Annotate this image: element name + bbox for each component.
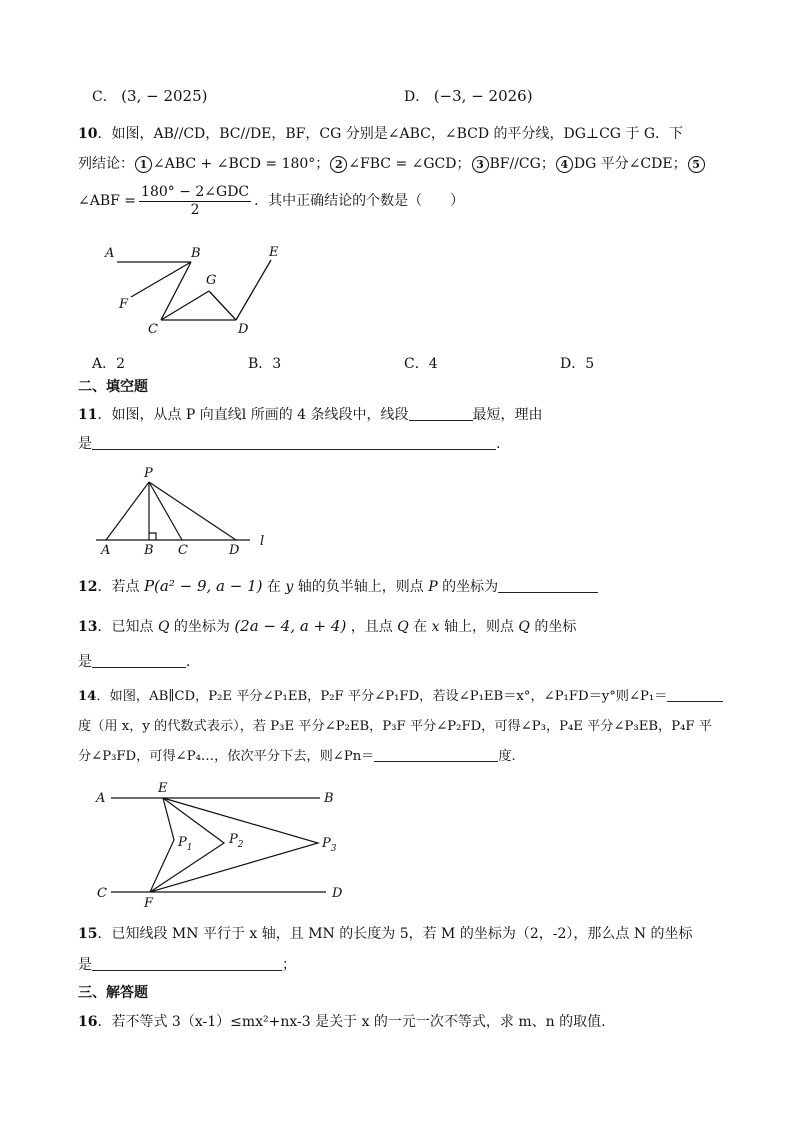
q10-line-3 [78, 182, 464, 220]
q14-line-3 [78, 747, 516, 767]
question-text: 轴上，则点 [443, 619, 514, 635]
statement: ∠FBC = ∠GCD； [348, 156, 471, 172]
q10-option-b: B．3 [248, 356, 282, 372]
circled-number: 1 [135, 156, 152, 173]
label-d: D [238, 322, 249, 337]
label-a: A [101, 543, 111, 558]
label-f: F [119, 297, 129, 312]
q10-option-a: A．2 [92, 356, 126, 372]
label-b: B [144, 543, 154, 558]
question-text: ．已知线段 MN 平行于 x 轴，且 MN 的长度为 5，若 M 的坐标为（2，-2），那么点 N 的坐标 [97, 926, 693, 942]
right-angle-mark [149, 533, 156, 540]
segment-pc [149, 482, 182, 540]
math-variable: Q [397, 619, 409, 635]
circled-number: 3 [472, 156, 489, 173]
question-text: 的坐标为 [173, 619, 230, 635]
label-d: D [332, 886, 343, 901]
formula-lhs: ∠ABF = [78, 193, 137, 209]
label-c: C [97, 886, 107, 901]
label-b: B [324, 791, 334, 806]
question-text: 度（用 x，y 的代数式表示），若 P₃E 平分∠P₂EB，P₃F 平分∠P₂FD，可得∠P₃，P₄E 平分∠P₃EB，P₄F 平 [78, 719, 712, 734]
math-variable: y [285, 579, 294, 595]
answer-blank[interactable] [667, 687, 723, 702]
math-variable: x [431, 619, 440, 635]
q14-figure [92, 780, 362, 910]
fraction [139, 184, 251, 219]
question-text: ．已知点 [97, 619, 154, 635]
question-number: 14 [78, 689, 97, 704]
question-number: 16 [78, 1014, 98, 1030]
q10-option-d: D．5 [560, 356, 595, 372]
segment-gd [209, 291, 236, 320]
answer-blank[interactable] [92, 956, 282, 971]
answer-blank[interactable] [409, 406, 473, 421]
question-text: ．如图，从点 P 向直线l 所画的 4 条线段中，线段 [97, 407, 409, 423]
option-label: C． [92, 89, 117, 105]
question-text: 最短，理由 [472, 407, 543, 423]
question-text: ．其中正确结论的个数是（ ） [254, 193, 465, 209]
fraction-numerator: 180° − 2∠GDC [141, 183, 250, 200]
q10-figure [95, 240, 295, 340]
question-text: 是 [78, 654, 92, 670]
label-c: C [148, 322, 158, 337]
circled-number: 5 [688, 156, 705, 173]
question-text: 列结论： [78, 156, 134, 172]
segment-pa [106, 482, 149, 540]
question-text: 的坐标为 [442, 579, 499, 595]
option-label: D． [404, 89, 430, 105]
math-expression: P(a² − 9, a − 1) [143, 577, 263, 595]
answer-blank[interactable] [92, 435, 496, 450]
fraction-denominator: 2 [190, 201, 200, 218]
q9-option-d [404, 86, 533, 106]
question-text: 在 [266, 579, 281, 595]
label-g: G [206, 273, 217, 288]
q10-line-2 [78, 154, 706, 174]
question-number: 11 [78, 407, 98, 423]
label-f: F [144, 896, 154, 911]
question-text: ．如图，AB//CD，BC//DE，BF，CG 分别是∠ABC，∠BCD 的平分线，DG⊥CG 于 G．下 [97, 126, 684, 142]
question-number: 10 [78, 126, 98, 142]
label-b: B [191, 246, 201, 261]
question-text: 在 [413, 619, 428, 635]
question-text: ．若不等式 3（x-1）≤mx²+nx-3 是关于 x 的一元一次不等式，求 m、n 的取值. [97, 1014, 606, 1030]
answer-blank[interactable] [374, 747, 498, 762]
label-l: l [260, 534, 265, 549]
question-text: 的坐标 [534, 619, 577, 635]
question-text: . [496, 436, 501, 452]
segment-de [236, 260, 271, 320]
answer-blank[interactable] [498, 578, 598, 593]
q16-line [78, 1012, 606, 1032]
question-text: ．如图，AB∥CD，P₂E 平分∠P₁EB，P₂F 平分∠P₁FD，若设∠P₁EB＝x°，∠P₁FD＝y°则∠P₁＝ [96, 689, 668, 704]
question-text: 度. [498, 749, 516, 764]
statement: BF//CG； [489, 156, 555, 172]
q12-line [78, 576, 598, 597]
section-heading-fill-in: 二、填空题 [78, 379, 148, 395]
question-text: ．若点 [97, 579, 140, 595]
segment-pd [149, 482, 236, 540]
question-text: 是 [78, 436, 92, 452]
statement: ∠ABC + ∠BCD = 180°； [153, 156, 330, 172]
answer-blank[interactable] [92, 653, 186, 668]
label-d: D [229, 543, 240, 558]
section-heading-solve: 三、解答题 [78, 985, 148, 1001]
label-p: P [144, 466, 153, 481]
option-value: (3, − 2025) [121, 87, 208, 105]
math-variable: Q [157, 619, 170, 635]
question-text: ； [282, 957, 296, 973]
question-number: 15 [78, 926, 98, 942]
question-text: 分∠P₃FD，可得∠P₄…，依次平分下去，则∠Pn＝ [78, 749, 375, 764]
question-number: 12 [78, 579, 98, 595]
circled-number: 2 [330, 156, 347, 173]
q11-line-2 [78, 434, 500, 454]
math-variable: P [428, 579, 438, 595]
q14-line-2 [78, 717, 712, 737]
q13-line-1 [78, 616, 576, 637]
q14-line-1 [78, 687, 723, 707]
q13-line-2 [78, 652, 200, 672]
label-c: C [178, 543, 188, 558]
q9-option-c [92, 86, 207, 106]
math-expression: (2a − 4, a + 4) [234, 617, 347, 635]
q15-line-1 [78, 924, 693, 944]
q15-line-2 [78, 955, 296, 975]
q10-option-c: C．4 [404, 356, 438, 372]
q10-line-1 [78, 124, 683, 144]
q11-line-1 [78, 405, 543, 425]
label-p3: $P_3$ [322, 836, 337, 854]
label-a: A [105, 246, 115, 261]
label-e: E [158, 781, 168, 796]
question-text: 轴的负半轴上，则点 [297, 579, 424, 595]
question-text: ． [186, 654, 200, 670]
label-p1: $P_1$ [178, 835, 193, 853]
option-value: (−3, − 2026) [433, 87, 533, 105]
q11-figure [88, 462, 278, 557]
question-text: ，且点 [350, 619, 393, 635]
circled-number: 4 [556, 156, 573, 173]
label-e: E [269, 245, 279, 260]
label-p2: $P_2$ [229, 832, 244, 850]
question-text: 是 [78, 957, 92, 973]
question-number: 13 [78, 619, 98, 635]
statement: DG 平分∠CDE； [573, 156, 687, 172]
label-a: A [96, 791, 106, 806]
math-variable: Q [518, 619, 530, 635]
